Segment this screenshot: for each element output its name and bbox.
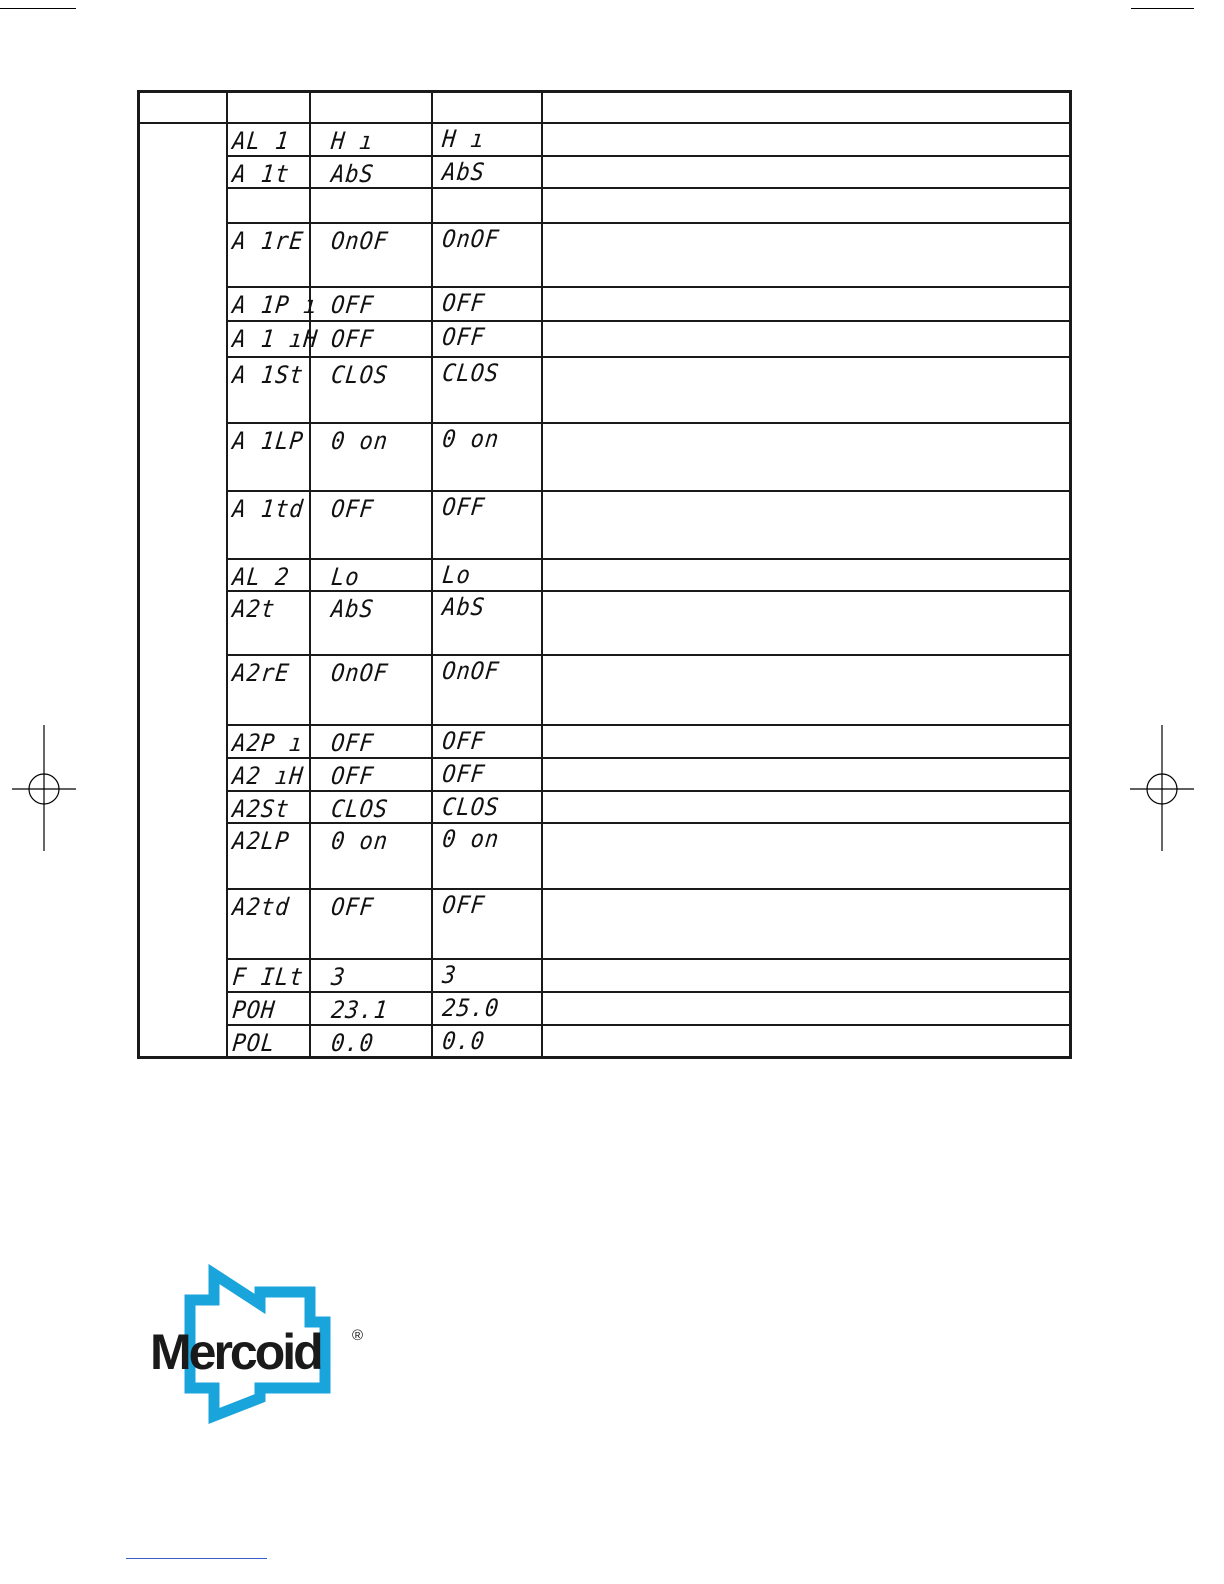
factory-setting-cell [310,1025,432,1058]
user-setting-cell [432,655,542,725]
user-setting-cell [432,889,542,959]
user-setting-cell [432,992,542,1025]
factory-setting-cell [310,758,432,791]
factory-setting: OFF [329,494,375,523]
factory-setting-cell [310,321,432,357]
user-setting: OFF [440,322,487,351]
factory-setting-cell [310,823,432,889]
factory-setting: OFF [329,761,375,790]
parameter-code-cell [227,725,310,758]
description-cell [542,725,1071,758]
parameter-code-cell [227,823,310,889]
table-row [139,357,1071,423]
factory-setting-cell [310,188,432,223]
factory-setting-cell [310,123,432,156]
user-setting: 3 [440,960,458,989]
factory-setting: OnOF [329,658,390,687]
description-cell [542,791,1071,823]
user-setting: OFF [440,492,487,521]
user-setting: AbS [440,157,487,186]
user-setting: OnOF [440,224,501,253]
parameter-code: A 1LP [230,426,305,455]
parameter-code: A2 ıH [230,761,305,790]
parameter-code-cell [227,491,310,559]
factory-setting: 0.0 [329,1028,375,1057]
factory-setting-cell [310,559,432,591]
user-setting: CLOS [440,358,501,387]
crop-mark-top-right [1131,8,1194,9]
bottom-rule [126,1558,267,1559]
parameter-code: A2P ı [230,728,305,757]
user-setting-cell [432,188,542,223]
user-setting-cell [432,559,542,591]
user-setting-cell [432,791,542,823]
parameter-code-cell [227,559,310,591]
factory-setting: H ı [329,126,375,155]
factory-setting: CLOS [329,360,390,389]
user-setting-cell [432,725,542,758]
factory-setting: OFF [329,892,375,921]
factory-setting: 23.1 [329,995,390,1024]
table-row [139,889,1071,959]
description-cell [542,156,1071,188]
parameter-code-cell [227,188,310,223]
factory-setting-cell [310,223,432,287]
description-cell [542,655,1071,725]
user-setting: CLOS [440,792,501,821]
factory-setting-cell [310,959,432,992]
factory-setting-cell [310,423,432,491]
parameter-code: A 1td [230,494,305,523]
table-row [139,725,1071,758]
user-setting-cell [432,423,542,491]
parameter-code: AL 1 [230,126,291,155]
parameter-code: F ILt [230,962,305,991]
description-cell [542,188,1071,223]
factory-setting [310,189,421,193]
description-cell [542,123,1071,156]
user-setting: OFF [440,890,487,919]
factory-setting: OFF [329,324,375,353]
parameter-code-cell [227,287,319,321]
parameter-code [227,189,302,193]
parameter-code: A2t [230,594,277,623]
description-cell [542,287,1071,321]
parameter-code-cell [227,156,310,188]
table-row [139,559,1071,591]
description-cell [542,559,1071,591]
parameter-code: A 1St [230,360,305,389]
table-header-row [139,92,1071,123]
description-cell [542,491,1071,559]
header-cell-description [542,92,1071,123]
factory-setting-cell [310,287,432,321]
user-setting-cell [432,156,542,188]
user-setting: AbS [440,592,487,621]
user-setting-cell [432,491,542,559]
parameter-code: POH [230,995,277,1024]
parameter-code-cell [227,791,310,823]
description-cell [542,591,1071,655]
parameter-code-cell [227,992,310,1025]
table-row [139,123,1071,156]
parameter-code: A2LP [230,826,291,855]
user-setting-cell [432,123,542,156]
factory-setting: CLOS [329,794,390,823]
user-setting: 25.0 [440,993,501,1022]
factory-setting: Lo [329,562,361,591]
header-cell-display [227,92,310,123]
user-setting: 0 on [440,824,501,853]
registration-mark-left-icon [12,725,76,851]
table-row [139,423,1071,491]
description-cell [542,357,1071,423]
description-cell [542,1025,1071,1058]
parameter-code-cell [227,758,310,791]
crop-mark-top-left [0,8,76,9]
factory-setting: OFF [329,290,375,319]
description-cell [542,889,1071,959]
table-row [139,156,1071,188]
parameter-table [137,90,1072,1059]
table-row [139,223,1071,287]
user-setting-cell [432,1025,542,1058]
user-setting-cell [432,591,542,655]
factory-setting: 3 [329,962,347,991]
user-setting-cell [432,287,542,321]
factory-setting: OFF [329,728,375,757]
table-row [139,823,1071,889]
factory-setting-cell [310,889,432,959]
user-setting: 0 on [440,424,501,453]
user-setting-cell [432,357,542,423]
user-setting: Lo [440,560,472,589]
table-row [139,791,1071,823]
parameter-code-cell [227,123,310,156]
user-setting: H ı [440,124,487,153]
parameter-code: A2rE [230,658,291,687]
description-cell [542,959,1071,992]
parameter-code-cell [227,321,319,357]
table-row [139,959,1071,992]
table-row [139,655,1071,725]
table-row [139,1025,1071,1058]
user-setting-cell [432,223,542,287]
factory-setting-cell [310,491,432,559]
user-setting: OFF [440,726,487,755]
description-cell [542,423,1071,491]
table-row [139,992,1071,1025]
factory-setting-cell [310,357,432,423]
table-row [139,491,1071,559]
factory-setting-cell [310,655,432,725]
table-row [139,758,1071,791]
parameter-code: A 1P ı [230,290,319,319]
parameter-code-cell [227,423,310,491]
factory-setting: 0 on [329,426,390,455]
parameter-code: A 1t [230,159,291,188]
user-setting: OFF [440,759,487,788]
parameter-code: POL [230,1028,277,1057]
factory-setting-cell [310,992,432,1025]
factory-setting-cell [310,591,432,655]
header-cell-user [432,92,542,123]
parameter-code-cell [227,1025,310,1058]
factory-setting: OnOF [329,226,390,255]
parameter-code-cell [227,655,310,725]
user-setting: OnOF [440,656,501,685]
user-setting-cell [432,823,542,889]
user-setting-cell [432,758,542,791]
parameter-code: A2td [230,892,291,921]
header-cell-group [139,92,227,123]
parameter-code: A 1rE [230,226,305,255]
factory-setting: 0 on [329,826,390,855]
parameter-code: AL 2 [230,562,291,591]
factory-setting-cell [310,791,432,823]
factory-setting: AbS [329,594,375,623]
parameter-code-cell [227,889,310,959]
parameter-code: A2St [230,794,291,823]
description-cell [542,321,1071,357]
user-setting [432,189,532,191]
parameter-code-cell [227,223,310,287]
parameter-code-cell [227,357,310,423]
description-cell [542,992,1071,1025]
factory-setting: AbS [329,159,375,188]
group-label-cell [139,123,227,1058]
table-row [139,188,1071,223]
user-setting-cell [432,321,542,357]
description-cell [542,823,1071,889]
parameter-code-cell [227,591,310,655]
description-cell [542,223,1071,287]
parameter-code-cell [227,959,310,992]
header-cell-factory [310,92,432,123]
registration-mark-right-icon [1130,725,1194,851]
factory-setting-cell [310,156,432,188]
table-row [139,591,1071,655]
parameter-table-body [139,92,1071,1058]
factory-setting-cell [310,725,432,758]
parameter-code: A 1 ıH [230,324,319,353]
description-cell [542,758,1071,791]
user-setting-cell [432,959,542,992]
registered-mark: ® [352,1327,364,1344]
logo-wordmark: Mercoid [150,1324,321,1380]
table-row [139,287,1071,321]
user-setting: OFF [440,288,487,317]
table-row [139,321,1071,357]
user-setting: 0.0 [440,1026,487,1055]
